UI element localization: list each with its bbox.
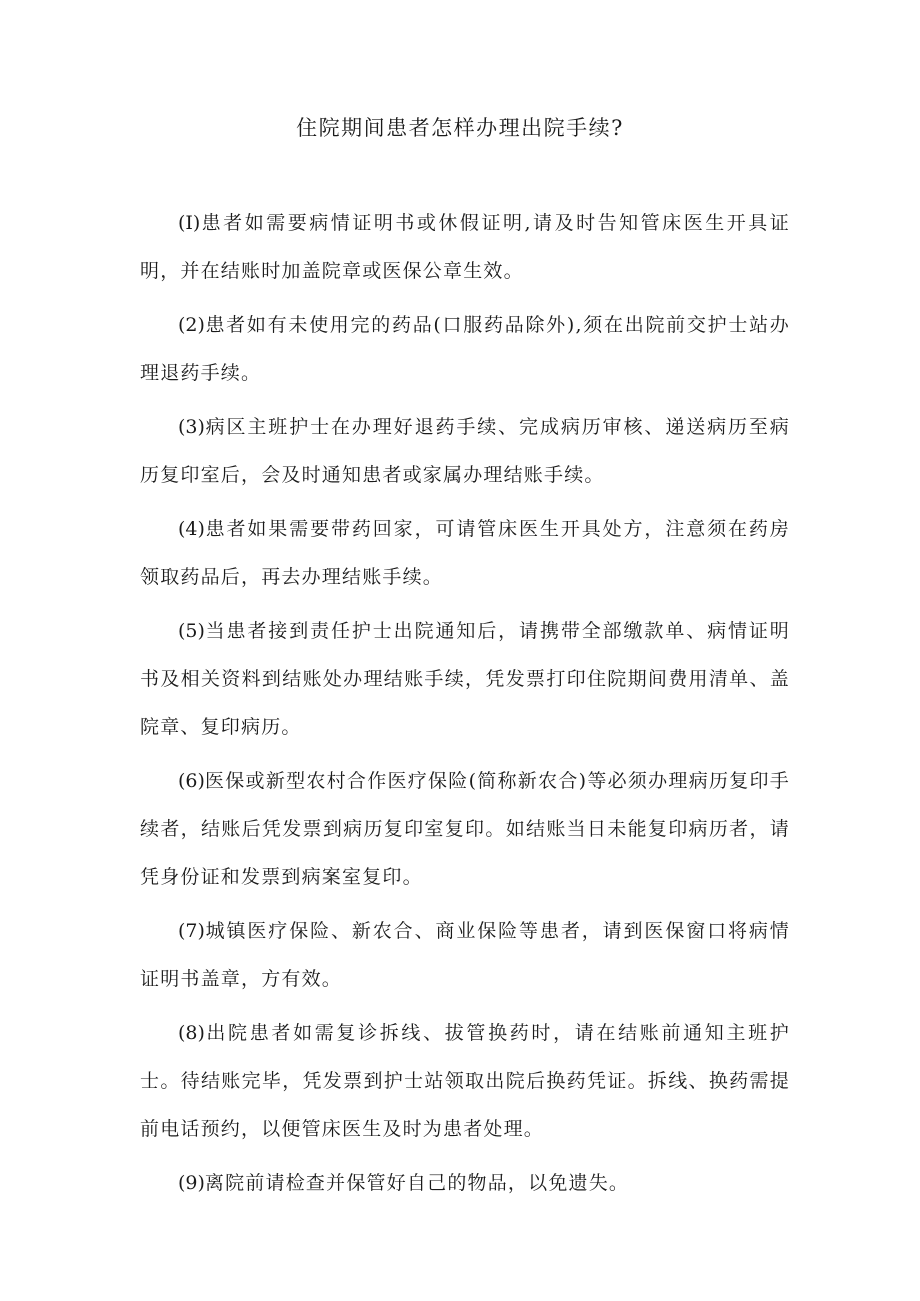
item-text: 患者如果需要带药回家，可请管床医生开具处方，注意须在药房领取药品后，再去办理结账手续。 bbox=[140, 518, 790, 588]
item-number: (3) bbox=[178, 416, 205, 438]
item-number: (6) bbox=[178, 770, 205, 792]
list-item-3 bbox=[140, 403, 790, 499]
list-item-5 bbox=[140, 607, 790, 751]
document-body bbox=[140, 199, 790, 1213]
item-text: 城镇医疗保险、新农合、商业保险等患者，请到医保窗口将病情证明书盖章，方有效。 bbox=[140, 920, 790, 990]
item-text: 患者如需要病情证明书或休假证明,请及时告知管床医生开具证明，并在结账时加盖院章或医保公章生效。 bbox=[140, 212, 790, 282]
item-number: (7) bbox=[178, 920, 205, 942]
item-number: (8) bbox=[178, 1022, 205, 1044]
page-title: 住院期间患者怎样办理出院手续? bbox=[296, 116, 624, 140]
item-number: (2) bbox=[178, 314, 205, 336]
item-text: 当患者接到责任护士出院通知后，请携带全部缴款单、病情证明书及相关资料到结账处办理结账手续，凭发票打印住院期间费用清单、盖院章、复印病历。 bbox=[140, 620, 790, 738]
item-text: 医保或新型农村合作医疗保险(简称新农合)等必须办理病历复印手续者，结账后凭发票到病历复印室复印。如结账当日未能复印病历者，请凭身份证和发票到病案室复印。 bbox=[140, 770, 790, 888]
list-item-8 bbox=[140, 1009, 790, 1153]
list-item-7 bbox=[140, 907, 790, 1003]
item-text: 患者如有未使用完的药品(口服药品除外),须在出院前交护士站办理退药手续。 bbox=[140, 314, 790, 384]
item-number: (5) bbox=[178, 620, 205, 642]
list-item-4 bbox=[140, 505, 790, 601]
list-item-2 bbox=[140, 301, 790, 397]
item-number: (4) bbox=[178, 518, 205, 540]
list-item-9 bbox=[140, 1159, 790, 1207]
item-text: 病区主班护士在办理好退药手续、完成病历审核、递送病历至病历复印室后，会及时通知患者或家属办理结账手续。 bbox=[140, 416, 790, 486]
list-item-6 bbox=[140, 757, 790, 901]
item-text: 离院前请检查并保管好自己的物品，以免遗失。 bbox=[204, 1172, 630, 1194]
item-number: (I) bbox=[178, 212, 201, 234]
list-item-1 bbox=[140, 199, 790, 295]
item-text: 出院患者如需复诊拆线、拔管换药时，请在结账前通知主班护士。待结账完毕，凭发票到护士站领取出院后换药凭证。拆线、换药需提前电话预约，以便管床医生及时为患者处理。 bbox=[140, 1022, 790, 1140]
item-number: (9) bbox=[178, 1172, 205, 1194]
